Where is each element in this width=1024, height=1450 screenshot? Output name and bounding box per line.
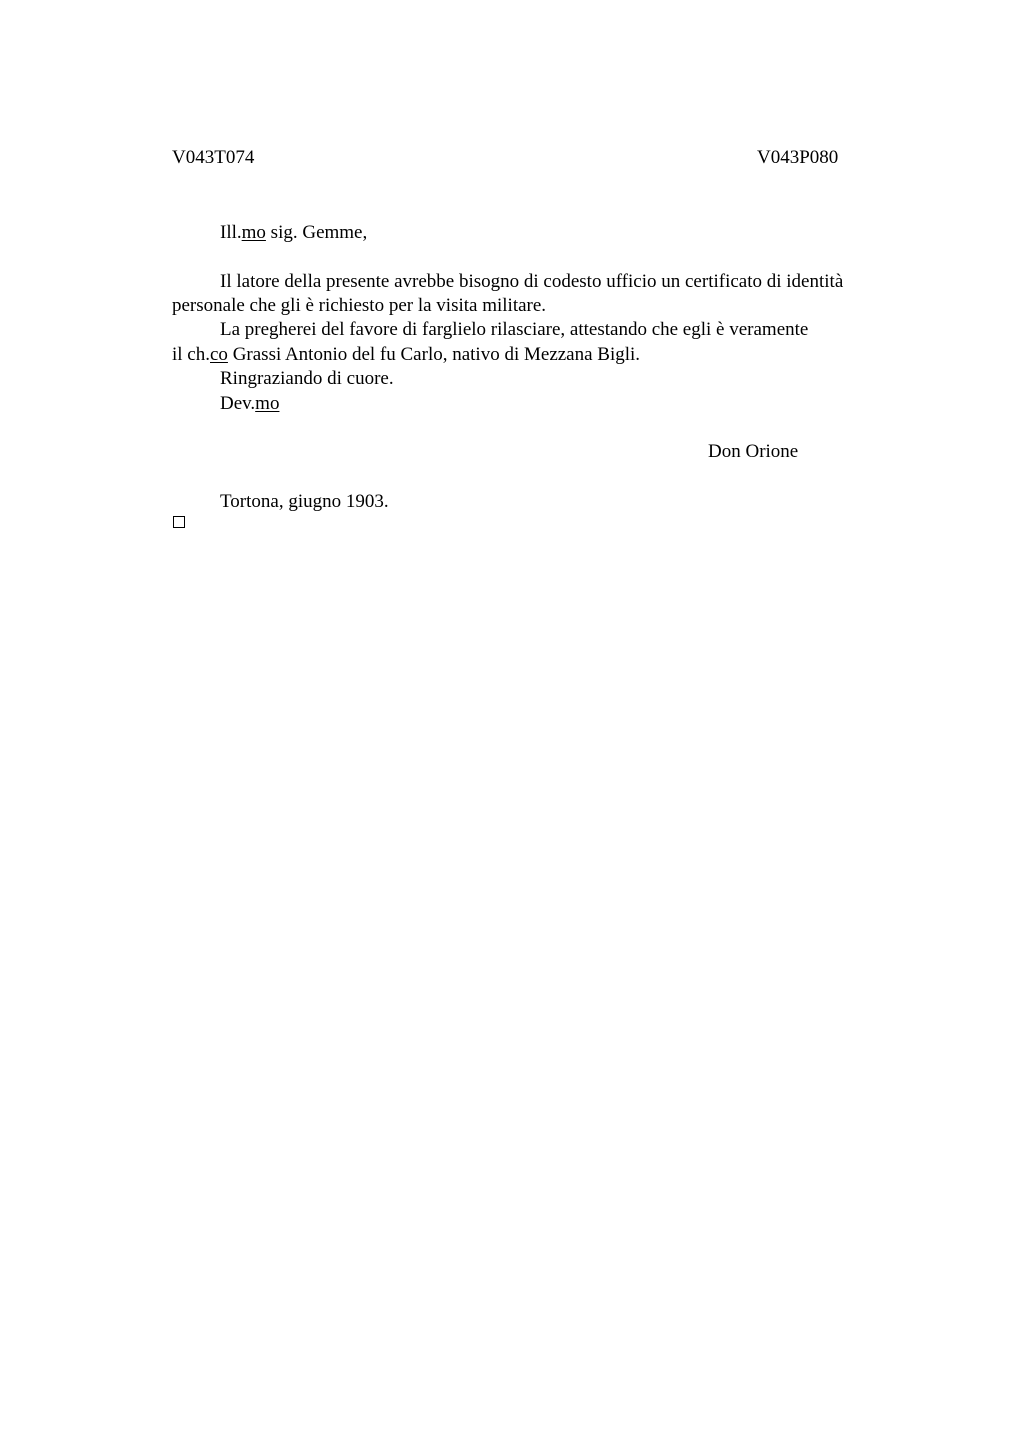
dateline: Tortona, giugno 1903.: [220, 491, 389, 512]
signature: Don Orione: [708, 441, 799, 462]
document-code-left: V043T074: [172, 147, 255, 168]
salutation: [220, 221, 367, 245]
paragraph-1-line-2: personale che gli è richiesto per la visita militare.: [172, 295, 547, 316]
paragraph-2-abbreviation: co: [210, 344, 228, 365]
salutation-prefix: Ill.: [220, 222, 242, 243]
paragraph-2-line-1: La pregherei del favore di farglielo rilasciare, attestando che egli è veramente: [220, 319, 809, 340]
closing: [220, 392, 279, 416]
paragraph-2-prefix: il ch.: [172, 344, 210, 365]
document-code-right: V043P080: [757, 147, 839, 168]
closing-abbreviation: mo: [255, 393, 280, 414]
paragraph-3: Ringraziando di cuore.: [220, 368, 394, 389]
checkbox-icon: [173, 516, 185, 528]
paragraph-1-line-1: Il latore della presente avrebbe bisogno di codesto ufficio un certificato di identità: [220, 271, 844, 292]
salutation-abbreviation: mo: [241, 222, 266, 243]
paragraph-2-rest: Grassi Antonio del fu Carlo, nativo di Mezzana Bigli.: [227, 344, 641, 365]
closing-prefix: Dev.: [220, 393, 256, 414]
paragraph-2-line-2: [172, 343, 640, 367]
salutation-rest: sig. Gemme,: [265, 222, 368, 243]
